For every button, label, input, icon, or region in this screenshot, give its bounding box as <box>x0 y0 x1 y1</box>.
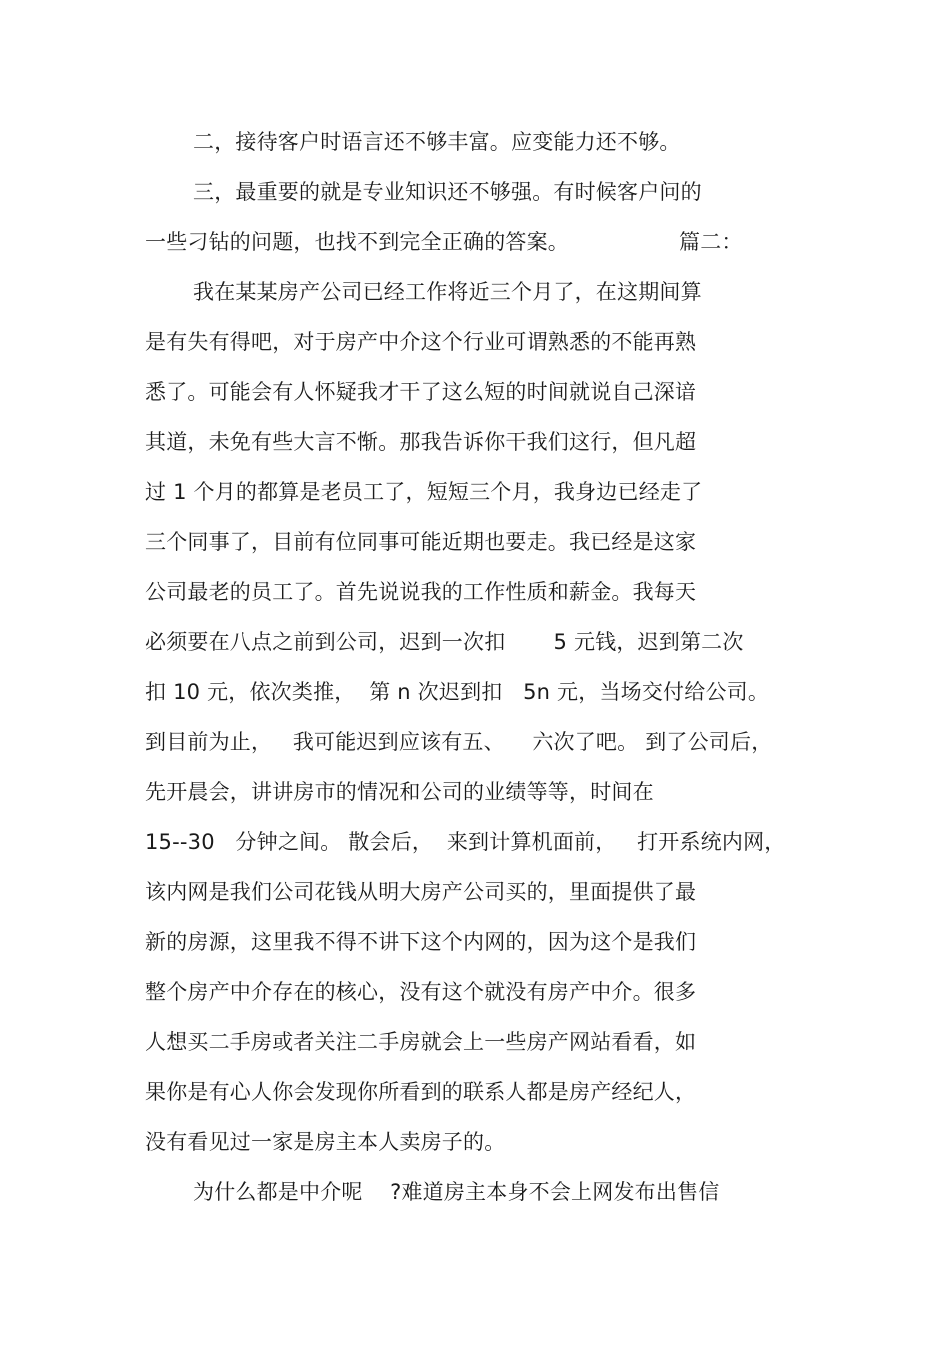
text-line: 扣 10 元，依次类推， 第 n 次迟到扣 5n 元，当场交付给公司。 <box>145 680 770 704</box>
text-line: 先开晨会，讲讲房市的情况和公司的业绩等等，时间在 <box>145 780 654 804</box>
text-line: 其道，未免有些大言不惭。那我告诉你干我们这行，但凡超 <box>145 430 697 454</box>
text-line: 没有看见过一家是房主本人卖房子的。 <box>145 1130 506 1154</box>
text-line: 人想买二手房或者关注二手房就会上一些房产网站看看，如 <box>145 1030 697 1054</box>
text-line: 过 1 个月的都算是老员工了，短短三个月，我身边已经走了 <box>145 480 703 504</box>
text-line: 是有失有得吧，对于房产中介这个行业可谓熟悉的不能再熟 <box>145 330 697 354</box>
text-line: 到目前为止， 我可能迟到应该有五、 六次了吧。 到了公司后， <box>145 730 773 754</box>
text-line: 新的房源，这里我不得不讲下这个内网的，因为这个是我们 <box>145 930 697 954</box>
text-line: 15--30 分钟之间。 散会后， 来到计算机面前， 打开系统内网， <box>145 830 786 854</box>
text-line: 整个房产中介存在的核心，没有这个就没有房产中介。很多 <box>145 980 697 1004</box>
text-line: 该内网是我们公司花钱从明大房产公司买的，里面提供了最 <box>145 880 697 904</box>
text-line: 三个同事了，目前有位同事可能近期也要走。我已经是这家 <box>145 530 697 554</box>
text-line: 果你是有心人你会发现你所看到的联系人都是房产经纪人， <box>145 1080 697 1104</box>
text-line: 三，最重要的就是专业知识还不够强。有时候客户问的 <box>193 180 702 204</box>
text-line: 二，接待客户时语言还不够丰富。应变能力还不够。 <box>193 130 681 154</box>
text-line: 一些刁钻的问题，也找不到完全正确的答案。 篇二： <box>145 230 743 254</box>
text-line: 为什么都是中介呢 ?难道房主本身不会上网发布出售信 <box>193 1180 720 1204</box>
text-line: 公司最老的员工了。首先说说我的工作性质和薪金。我每天 <box>145 580 697 604</box>
text-line: 必须要在八点之前到公司，迟到一次扣 5 元钱，迟到第二次 <box>145 630 744 654</box>
text-line: 我在某某房产公司已经工作将近三个月了，在这期间算 <box>193 280 702 304</box>
text-line: 悉了。可能会有人怀疑我才干了这么短的时间就说自己深谙 <box>145 380 697 404</box>
